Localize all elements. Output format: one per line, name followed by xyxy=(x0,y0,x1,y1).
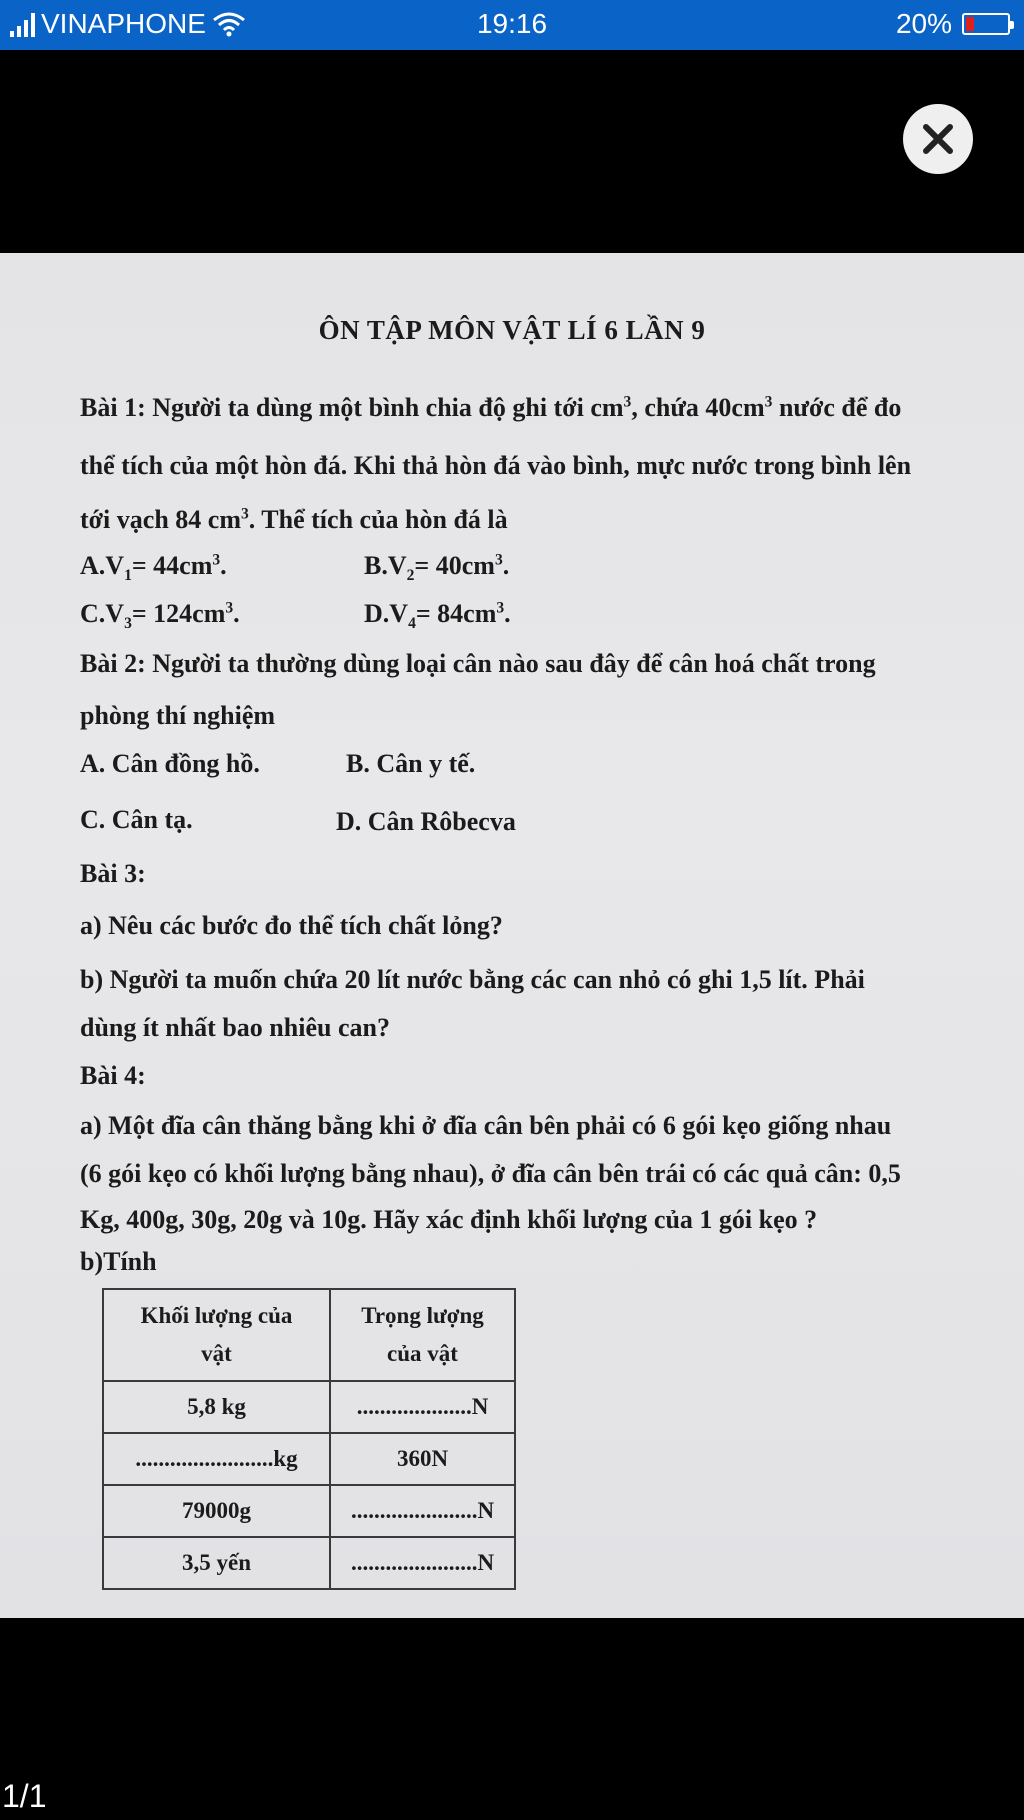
bai1-option-b: $B.V_2= 40cm^3$. xyxy=(364,551,510,585)
weight-table xyxy=(102,1288,516,1590)
table-cell: 5,8 kg xyxy=(103,1381,330,1433)
table-header-row xyxy=(103,1289,515,1381)
bai4-b: b)Tính xyxy=(80,1247,157,1276)
table-row xyxy=(103,1485,515,1537)
bai2-line2: phòng thí nghiệm xyxy=(80,701,276,730)
clock: 19:16 xyxy=(476,8,548,39)
bai2-option-c: C. Cân tạ. xyxy=(80,805,193,834)
bai1-option-a: $A.V_1= 44cm^3$. xyxy=(80,551,227,585)
bai1-text: Bài 1: Người ta dùng một bình chia độ ghi tới cm xyxy=(80,393,624,422)
bai1-text: , chứa 40cm xyxy=(631,393,765,422)
battery-percent: 20% xyxy=(895,8,952,39)
bai3-a: a) Nêu các bước đo thể tích chất lỏng? xyxy=(80,911,503,940)
bai2-option-a: A. Cân đồng hồ. xyxy=(80,749,260,778)
table-cell: 79000g xyxy=(103,1485,330,1537)
battery-fill xyxy=(966,17,974,31)
table-row xyxy=(103,1381,515,1433)
table-row xyxy=(103,1537,515,1589)
table-cell: ....................N xyxy=(330,1381,515,1433)
bai3-heading: Bài 3: xyxy=(80,859,146,888)
bai4-heading: Bài 4: xyxy=(80,1061,146,1090)
close-button[interactable] xyxy=(903,104,973,174)
bai2-option-b: B. Cân y tế. xyxy=(346,749,476,778)
table-cell: ........................kg xyxy=(103,1433,330,1485)
bai2-option-d: D. Cân Rôbecva xyxy=(336,807,516,836)
document-image xyxy=(0,253,1024,1618)
status-right xyxy=(896,8,1010,40)
table-cell: ......................N xyxy=(330,1485,515,1537)
table-header: Trọng lượng của vật xyxy=(330,1289,515,1381)
document-title: ÔN TẬP MÔN VẬT LÍ 6 LẦN 9 xyxy=(318,315,706,345)
bai1-option-d: $D.V_4= 84cm^3$. xyxy=(364,599,511,633)
table-cell: 3,5 yến xyxy=(103,1537,330,1589)
bai4-a3: Kg, 400g, 30g, 20g và 10g. Hãy xác định khối lượng của 1 gói kẹo ? xyxy=(80,1205,818,1234)
status-bar xyxy=(0,0,1024,50)
close-icon xyxy=(920,121,956,157)
bai3-b1: b) Người ta muốn chứa 20 lít nước bằng các can nhỏ có ghi 1,5 lít. Phải xyxy=(80,965,865,994)
table-header: Khối lượng của vật xyxy=(103,1289,330,1381)
bai3-b2: dùng ít nhất bao nhiêu can? xyxy=(80,1013,390,1042)
bai1-line3: tới vạch 84 $cm^3$. Thể tích của hòn đá là xyxy=(80,505,508,534)
bai1-option-c: $C.V_3= 124cm^3$. xyxy=(80,599,240,633)
carrier-name: VINAPHONE xyxy=(41,8,206,39)
table-cell: 360N xyxy=(330,1433,515,1485)
bai1-line2: thể tích của một hòn đá. Khi thả hòn đá vào bình, mực nước trong bình lên xyxy=(80,451,912,480)
table-row xyxy=(103,1433,515,1485)
bai4-a1: a) Một đĩa cân thăng bằng khi ở đĩa cân bên phải có 6 gói kẹo giống nhau xyxy=(80,1111,892,1140)
bai2-line1: Bài 2: Người ta thường dùng loại cân nào sau đây để cân hoá chất trong xyxy=(80,649,876,678)
bai1-text: nước để đo xyxy=(772,393,902,422)
battery-icon xyxy=(962,13,1010,35)
page-indicator: 1/1 xyxy=(2,1778,47,1814)
bai1-line1: Bài 1: Người ta dùng một bình chia độ ghi tới $cm^3$, chứa $40cm^3$ nước để đo xyxy=(80,393,902,422)
bai4-a2: (6 gói kẹo có khối lượng bằng nhau), ở đĩa cân bên trái có các quả cân: 0,5 xyxy=(80,1159,901,1188)
table-cell: ......................N xyxy=(330,1537,515,1589)
bai1-text: tới vạch 84 cm xyxy=(80,505,241,534)
bai1-text: . Thể tích của hòn đá là xyxy=(248,505,508,534)
